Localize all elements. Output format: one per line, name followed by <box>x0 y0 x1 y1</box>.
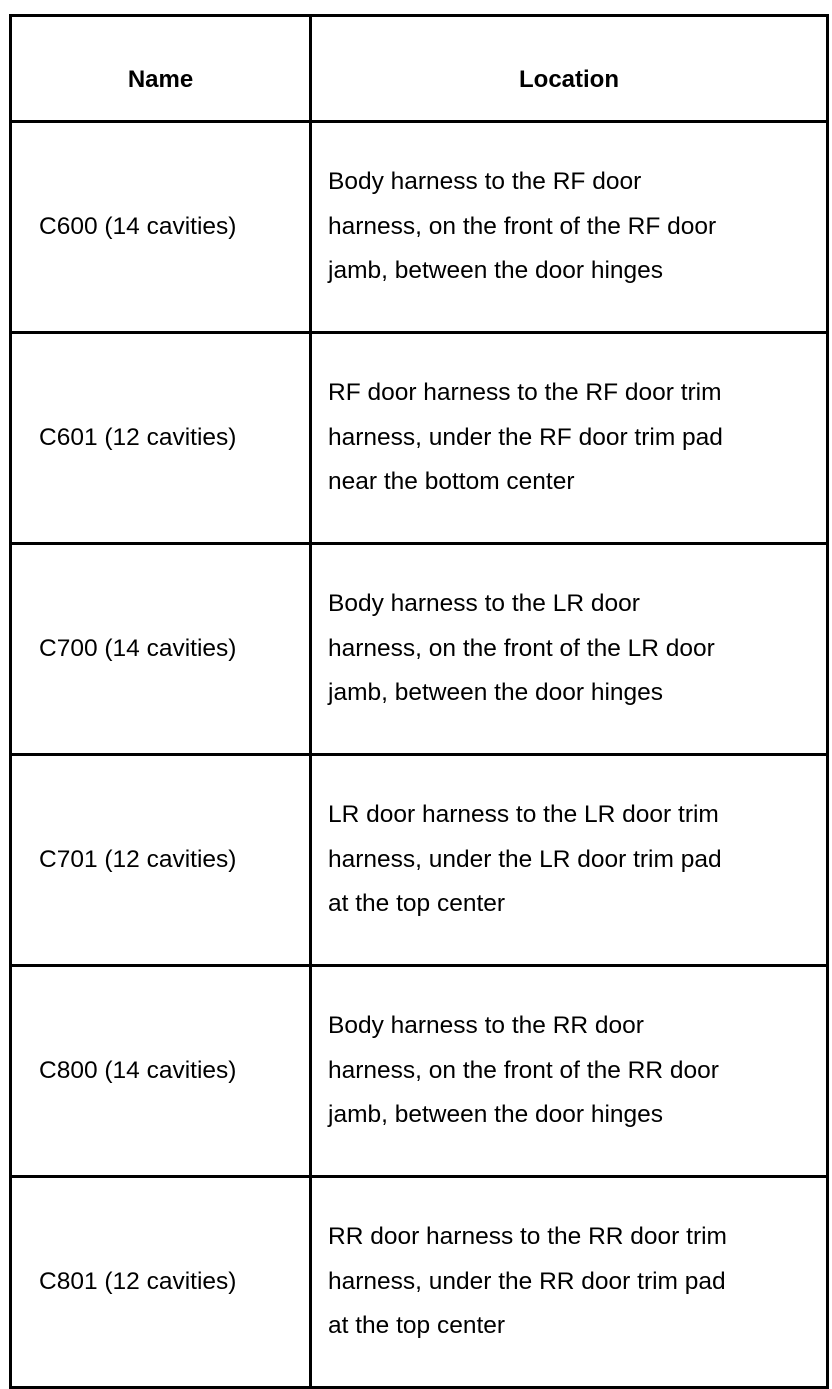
connector-name: C600 (14 cavities) <box>11 122 311 333</box>
connector-name: C700 (14 cavities) <box>11 544 311 755</box>
location-line: Body harness to the LR door <box>328 590 640 618</box>
table-row <box>11 966 828 1177</box>
connector-location <box>311 122 828 333</box>
connector-name: C801 (12 cavities) <box>11 1177 311 1388</box>
location-line: harness, on the front of the RF door <box>328 212 717 240</box>
header-name: Name <box>11 16 311 122</box>
location-line: RF door harness to the RF door trim <box>328 379 722 407</box>
connector-name: C601 (12 cavities) <box>11 333 311 544</box>
connector-location <box>311 966 828 1177</box>
table-row <box>11 544 828 755</box>
location-line: harness, under the RF door trim pad <box>328 423 723 451</box>
table-row <box>11 122 828 333</box>
connector-location <box>311 544 828 755</box>
location-line: RR door harness to the RR door trim <box>328 1223 727 1251</box>
connector-location <box>311 1177 828 1388</box>
location-line: Body harness to the RR door <box>328 1012 644 1040</box>
connector-location <box>311 333 828 544</box>
location-line: jamb, between the door hinges <box>328 679 664 707</box>
table-row <box>11 333 828 544</box>
location-line: at the top center <box>328 1312 506 1340</box>
connector-location <box>311 755 828 966</box>
location-line: harness, under the RR door trim pad <box>328 1267 726 1295</box>
connector-name: C800 (14 cavities) <box>11 966 311 1177</box>
table-row <box>11 755 828 966</box>
location-line: LR door harness to the LR door trim <box>328 801 719 829</box>
connector-name: C701 (12 cavities) <box>11 755 311 966</box>
location-line: harness, under the LR door trim pad <box>328 845 722 873</box>
connector-table <box>9 14 829 1389</box>
location-line: near the bottom center <box>328 468 575 496</box>
location-line: harness, on the front of the LR door <box>328 634 715 662</box>
location-line: at the top center <box>328 890 506 918</box>
location-line: jamb, between the door hinges <box>328 1101 664 1129</box>
location-line: Body harness to the RF door <box>328 168 642 196</box>
table-row <box>11 1177 828 1388</box>
location-line: harness, on the front of the RR door <box>328 1056 719 1084</box>
header-location: Location <box>311 16 828 122</box>
location-line: jamb, between the door hinges <box>328 257 664 285</box>
table-header-row <box>11 16 828 122</box>
